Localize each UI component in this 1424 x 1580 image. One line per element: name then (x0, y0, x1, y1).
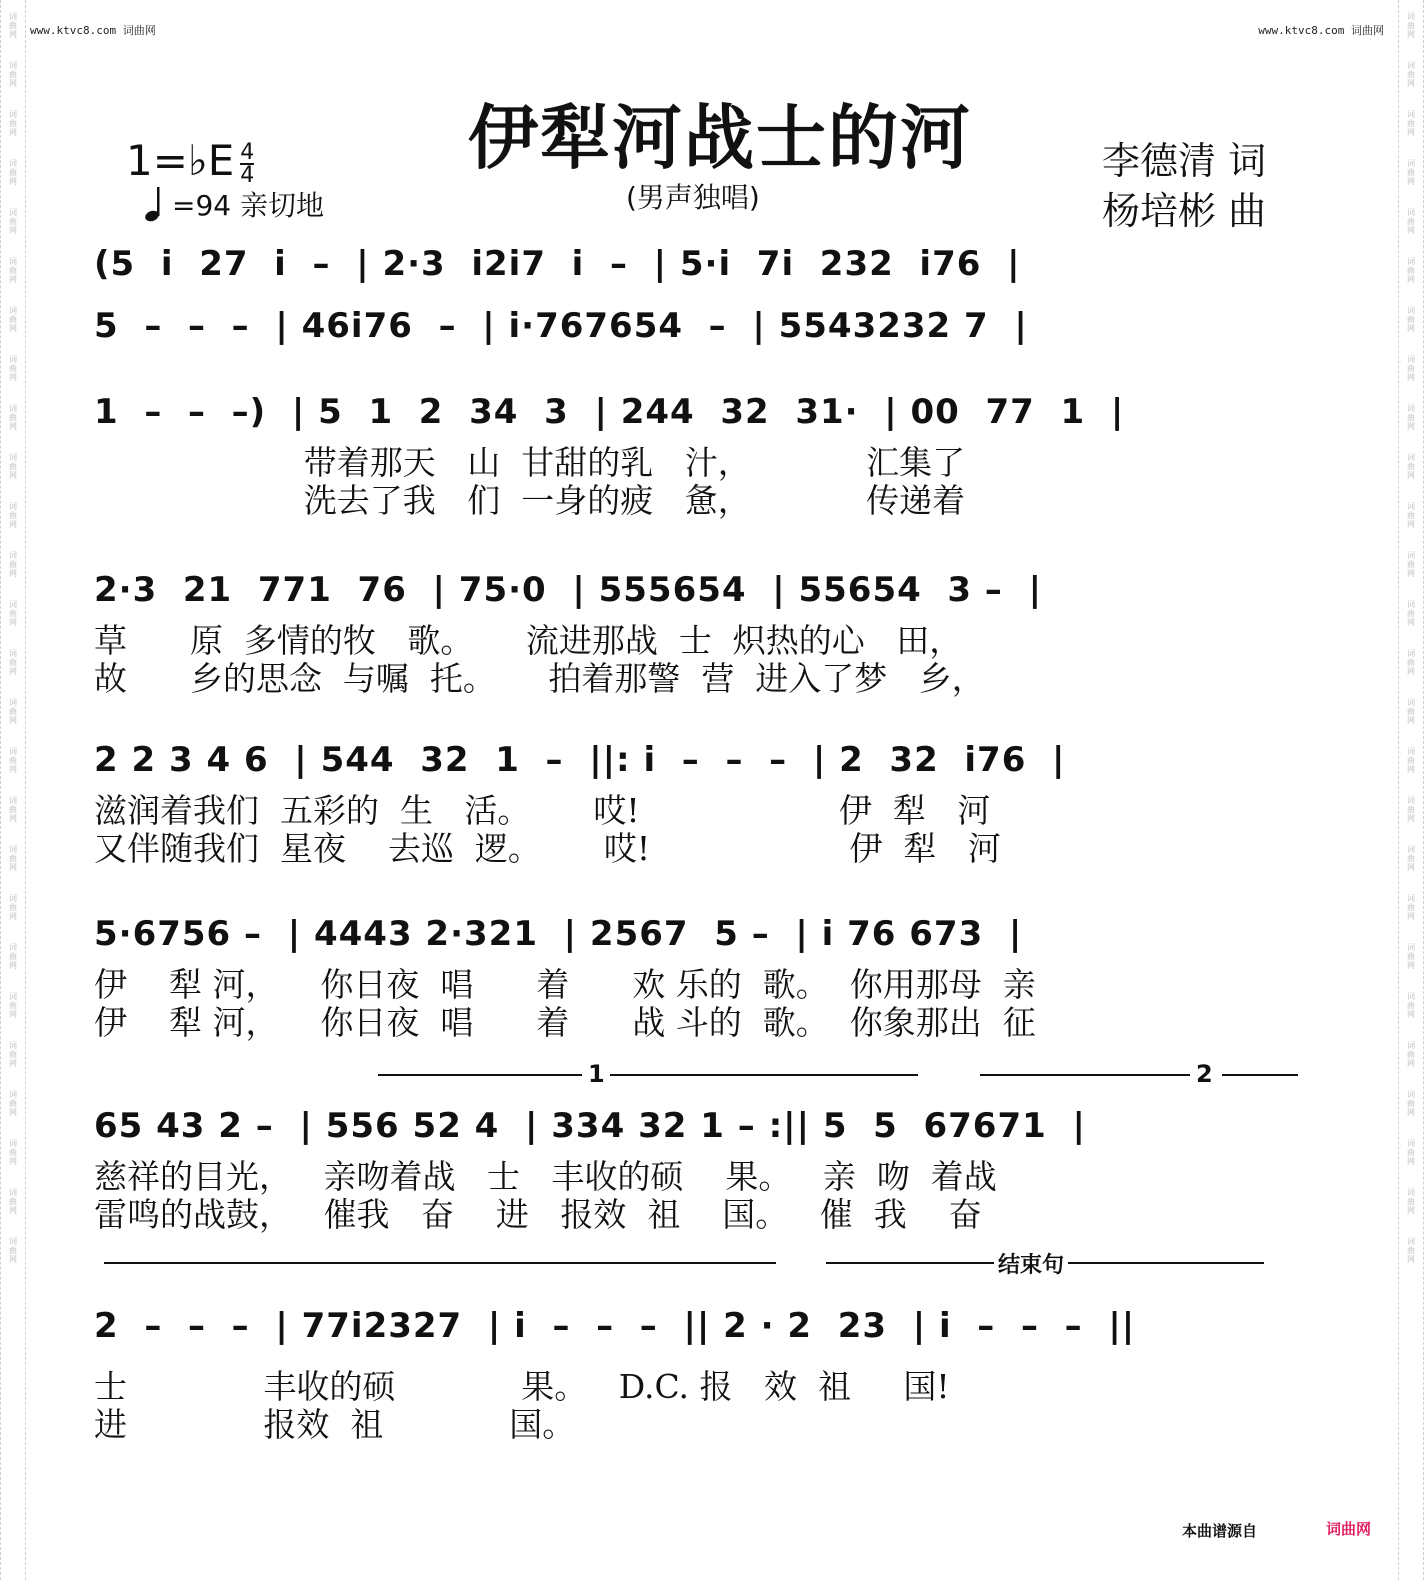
lyrics-line-3-verse-1: 带着那天 山 甘甜的乳 汁， 汇集了 (94, 443, 966, 482)
watermark-text: 词曲网 (1406, 257, 1416, 284)
watermark-text: 词曲网 (1406, 110, 1416, 137)
notes-line-2: 5 – – – | 46i76 – | i·767654 – | 5543232 7 | (94, 306, 1028, 346)
watermark-text: 词曲网 (1406, 404, 1416, 431)
score-line-8 (94, 1306, 1320, 1444)
watermark-text: 词曲网 (1406, 453, 1416, 480)
lyrics-line-4-verse-1: 草 原 多情的牧 歌。 流进那战 士 炽热的心 田， (94, 621, 963, 660)
header-url-left[interactable]: www.ktvc8.com 词曲网 (30, 24, 156, 37)
watermark-text: 词曲网 (1406, 12, 1416, 39)
watermark-text: 词曲网 (1406, 355, 1416, 382)
watermark-text: 词曲网 (8, 453, 18, 480)
repeat-bracket-line (104, 1262, 776, 1264)
watermark-text: 词曲网 (8, 747, 18, 774)
volta-2-line-left (980, 1074, 1190, 1076)
time-signature (240, 139, 255, 188)
watermark-text: 词曲网 (8, 1041, 18, 1068)
watermark-text: 词曲网 (8, 159, 18, 186)
lyrics-line-8-verse-2: 进 报效 祖 国。 (94, 1405, 576, 1444)
watermark-text: 词曲网 (8, 12, 18, 39)
watermark-text: 词曲网 (1406, 208, 1416, 235)
lyrics-line-6-verse-2: 伊 犁 河， 你日夜 唱 着 战 斗的 歌。 你象那出 征 (94, 1003, 1036, 1042)
watermark-text: 词曲网 (8, 1139, 18, 1166)
time-top: 4 (240, 139, 255, 165)
song-title: 伊犁河战士的河 (468, 96, 972, 179)
notes-line-5: 2 2 3 4 6 | 544 32 1 – ||: i – – – | 2 32 i76 | (94, 740, 1066, 780)
footer-source-label: 本曲谱源自 (1182, 1522, 1258, 1540)
watermark-text: 词曲网 (8, 110, 18, 137)
lyrics-line-7-verse-2: 雷鸣的战鼓， 催我 奋 进 报效 祖 国。 催 我 奋 (94, 1195, 982, 1234)
lyrics-line-4-verse-2: 故 乡的思念 与嘱 托。 拍着那警 营 进入了梦 乡， (94, 659, 985, 698)
notes-line-3: 1 – – –) | 5 1 2 34 3 | 244 32 31· | 00 77 1 | (94, 392, 1125, 432)
watermark-text: 词曲网 (8, 404, 18, 431)
watermark-text: 词曲网 (1406, 992, 1416, 1019)
score-line-7 (94, 1106, 1320, 1234)
watermark-text: 词曲网 (1406, 159, 1416, 186)
score-line-4 (94, 570, 1320, 698)
coda-label: 结束句 (994, 1248, 1068, 1279)
watermark-text: 词曲网 (1406, 1237, 1416, 1264)
song-subtitle: (男声独唱) (626, 181, 760, 214)
watermark-text: 词曲网 (8, 61, 18, 88)
notes-line-6: 5·6756 – | 4443 2·321 | 2567 5 – | i 76 673 | (94, 914, 1023, 954)
watermark-text: 词曲网 (1406, 502, 1416, 529)
watermark-text: 词曲网 (1406, 747, 1416, 774)
watermark-text: 词曲网 (1406, 1041, 1416, 1068)
watermark-text: 词曲网 (1406, 649, 1416, 676)
watermark-text: 词曲网 (8, 551, 18, 578)
lyrics-line-8-verse-1: 士 丰收的硕 果。 D.C. 报 效 祖 国! (94, 1367, 950, 1406)
watermark-text: 词曲网 (8, 1188, 18, 1215)
watermark-text: 词曲网 (1406, 1188, 1416, 1215)
volta-1-line-right (610, 1074, 918, 1076)
header-url-right[interactable]: www.ktvc8.com 词曲网 (1258, 24, 1384, 37)
lyrics-line-7-verse-1: 慈祥的目光， 亲吻着战 士 丰收的硕 果。 亲 吻 着战 (94, 1157, 997, 1196)
score-line-2 (94, 306, 1320, 346)
notes-line-7: 65 43 2 – | 556 52 4 | 334 32 1 – :|| 5 5 67671 | (94, 1106, 1086, 1146)
watermark-text: 词曲网 (8, 208, 18, 235)
watermark-text: 词曲网 (8, 257, 18, 284)
watermark-text: 词曲网 (8, 845, 18, 872)
lyricist: 李德清 词 (1102, 139, 1267, 183)
watermark-text: 词曲网 (1406, 600, 1416, 627)
left-watermark-strip (0, 0, 26, 1580)
lyrics-line-5-verse-1: 滋润着我们 五彩的 生 活。 哎! 伊 犁 河 (94, 791, 991, 830)
tempo-text: =94 亲切地 (172, 189, 324, 222)
volta-2-line-right (1222, 1074, 1298, 1076)
watermark-text: 词曲网 (8, 649, 18, 676)
key-signature (126, 136, 254, 186)
watermark-text: 词曲网 (1406, 845, 1416, 872)
credits (1102, 136, 1266, 236)
lyrics-line-6-verse-1: 伊 犁 河， 你日夜 唱 着 欢 乐的 歌。 你用那母 亲 (94, 965, 1036, 1004)
right-watermark-strip (1398, 0, 1424, 1580)
notes-line-8: 2 – – – | 77i2327 | i – – – || 2 · 2 23 | i – – – || (94, 1306, 1136, 1346)
watermark-text: 词曲网 (8, 796, 18, 823)
watermark-text: 词曲网 (1406, 796, 1416, 823)
score-line-3 (94, 392, 1320, 520)
score-line-1 (94, 244, 1320, 284)
time-bottom: 4 (240, 162, 255, 188)
watermark-text: 词曲网 (8, 600, 18, 627)
watermark-text: 词曲网 (8, 306, 18, 333)
watermark-text: 词曲网 (8, 1237, 18, 1264)
watermark-text: 词曲网 (8, 992, 18, 1019)
watermark-text: 词曲网 (1406, 894, 1416, 921)
composer: 杨培彬 曲 (1102, 189, 1267, 233)
watermark-text: 词曲网 (1406, 61, 1416, 88)
watermark-text: 词曲网 (1406, 943, 1416, 970)
watermark-text: 词曲网 (1406, 1139, 1416, 1166)
watermark-text: 词曲网 (8, 698, 18, 725)
lyrics-line-5-verse-2: 又伴随我们 星夜 去巡 逻。 哎! 伊 犁 河 (94, 829, 1001, 868)
watermark-text: 词曲网 (8, 355, 18, 382)
volta-1-label: 1 (588, 1060, 605, 1088)
volta-1-line-left (378, 1074, 582, 1076)
watermark-text: 词曲网 (8, 894, 18, 921)
watermark-text: 词曲网 (8, 1090, 18, 1117)
score-line-5 (94, 740, 1320, 868)
volta-2-label: 2 (1196, 1060, 1213, 1088)
key-label: 1=♭E (126, 136, 235, 185)
watermark-text: 词曲网 (1406, 306, 1416, 333)
score-line-6 (94, 914, 1320, 1042)
watermark-text: 词曲网 (8, 943, 18, 970)
tempo-marking (144, 184, 324, 224)
watermark-text: 词曲网 (8, 502, 18, 529)
notes-line-1: (5 i 27 i – | 2·3 i2i7 i – | 5·i 7i 232 i76 | (94, 244, 1021, 284)
watermark-text: 词曲网 (1406, 551, 1416, 578)
notes-line-4: 2·3 21 771 76 | 75·0 | 555654 | 55654 3 – | (94, 570, 1043, 610)
quarter-note-icon (144, 185, 166, 223)
watermark-text: 词曲网 (1406, 698, 1416, 725)
lyrics-line-3-verse-2: 洗去了我 们 一身的疲 惫， 传递着 (94, 481, 966, 520)
footer-site-link[interactable]: 词曲网 (1326, 1520, 1372, 1538)
watermark-text: 词曲网 (1406, 1090, 1416, 1117)
